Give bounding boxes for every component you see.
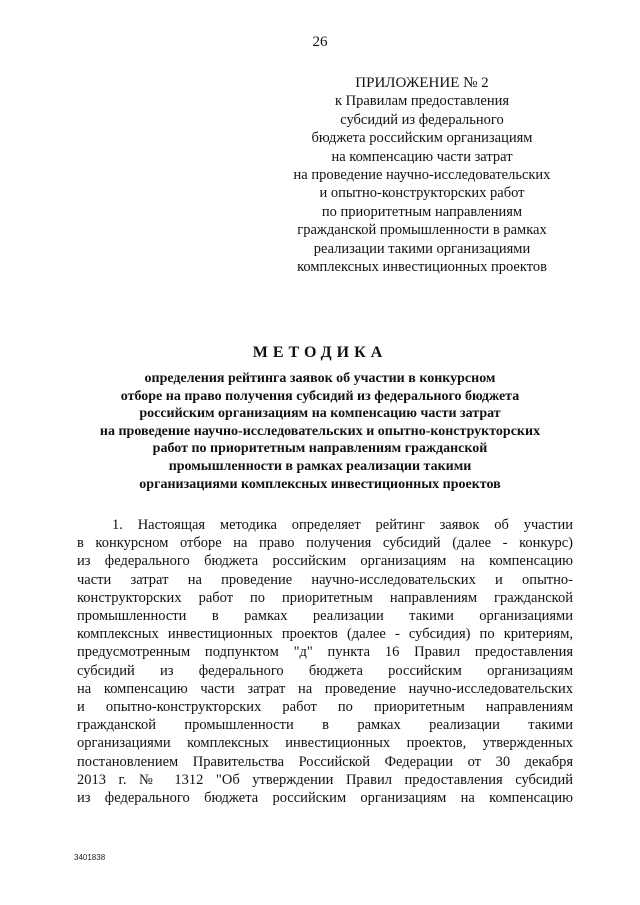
body-line: постановлением Правительства Российской Федерации от 30 декабря xyxy=(77,753,573,770)
body-line: части затрат на проведение научно-исследовательских и опытно- xyxy=(77,571,573,588)
document-code: 3401838 xyxy=(74,853,106,862)
body-line: на компенсацию части затрат на проведение научно-исследовательских xyxy=(77,680,573,697)
body-line: из федерального бюджета российским организациям на компенсацию xyxy=(77,790,573,807)
document-heading: МЕТОДИКА xyxy=(252,344,388,361)
appendix-line: по приоритетным направлениям xyxy=(321,203,523,220)
appendix-title: ПРИЛОЖЕНИЕ № 2 xyxy=(355,75,489,91)
subheading-line: российским организациям на компенсацию части затрат xyxy=(139,406,501,422)
body-line: из федерального бюджета российским организациям на компенсацию xyxy=(77,553,573,570)
page-number: 26 xyxy=(312,34,328,50)
appendix-line: субсидий из федерального xyxy=(340,111,504,128)
appendix-line: на проведение научно-исследовательских xyxy=(293,167,551,184)
appendix-line: и опытно-конструкторских работ xyxy=(319,185,525,202)
appendix-line: бюджета российским организациям xyxy=(311,130,533,147)
body-line: субсидий из федерального бюджета российским организациям xyxy=(77,662,573,679)
subheading-line: промышленности в рамках реализации такими xyxy=(168,458,472,474)
subheading-line: организациями комплексных инвестиционных проектов xyxy=(139,476,501,492)
appendix-line: реализации такими организациями xyxy=(313,240,531,257)
document-subheading xyxy=(60,370,580,493)
body-line: 2013 г. № 1312 "Об утверждении Правил предоставления субсидий xyxy=(77,771,573,788)
subheading-line: определения рейтинга заявок об участии в конкурсном xyxy=(144,371,496,386)
appendix-line: на компенсацию части затрат xyxy=(331,148,513,165)
body-line: и опытно-конструкторских работ по приоритетным направлениям xyxy=(77,699,573,716)
appendix-line: к Правилам предоставления xyxy=(334,93,510,110)
appendix-line: гражданской промышленности в рамках xyxy=(297,222,547,239)
body-line: 1. Настоящая методика определяет рейтинг заявок об участии xyxy=(112,517,573,533)
appendix-block xyxy=(272,74,572,276)
body-line: предусмотренным подпунктом "д" пункта 16 Правил предоставления xyxy=(77,644,573,661)
subheading-line: на проведение научно-исследовательских и опытно-конструкторских xyxy=(99,423,541,439)
body-line: промышленности в рамках реализации такими организациями xyxy=(77,608,573,625)
body-line: комплексных инвестиционных проектов (далее - субсидия) по критериям, xyxy=(77,626,573,643)
subheading-line: работ по приоритетным направлениям гражданской xyxy=(152,441,488,457)
body-paragraph xyxy=(77,516,573,807)
body-line: организациями комплексных инвестиционных проектов, утвержденных xyxy=(77,735,573,752)
appendix-line: комплексных инвестиционных проектов xyxy=(297,259,547,276)
body-line: конструкторских работ по приоритетным направлениям гражданской xyxy=(77,589,573,606)
body-line: гражданской промышленности в рамках реализации такими xyxy=(77,717,573,734)
body-line: в конкурсном отборе на право получения субсидий (далее - конкурс) xyxy=(77,535,573,552)
subheading-line: отборе на право получения субсидий из федерального бюджета xyxy=(120,388,520,404)
